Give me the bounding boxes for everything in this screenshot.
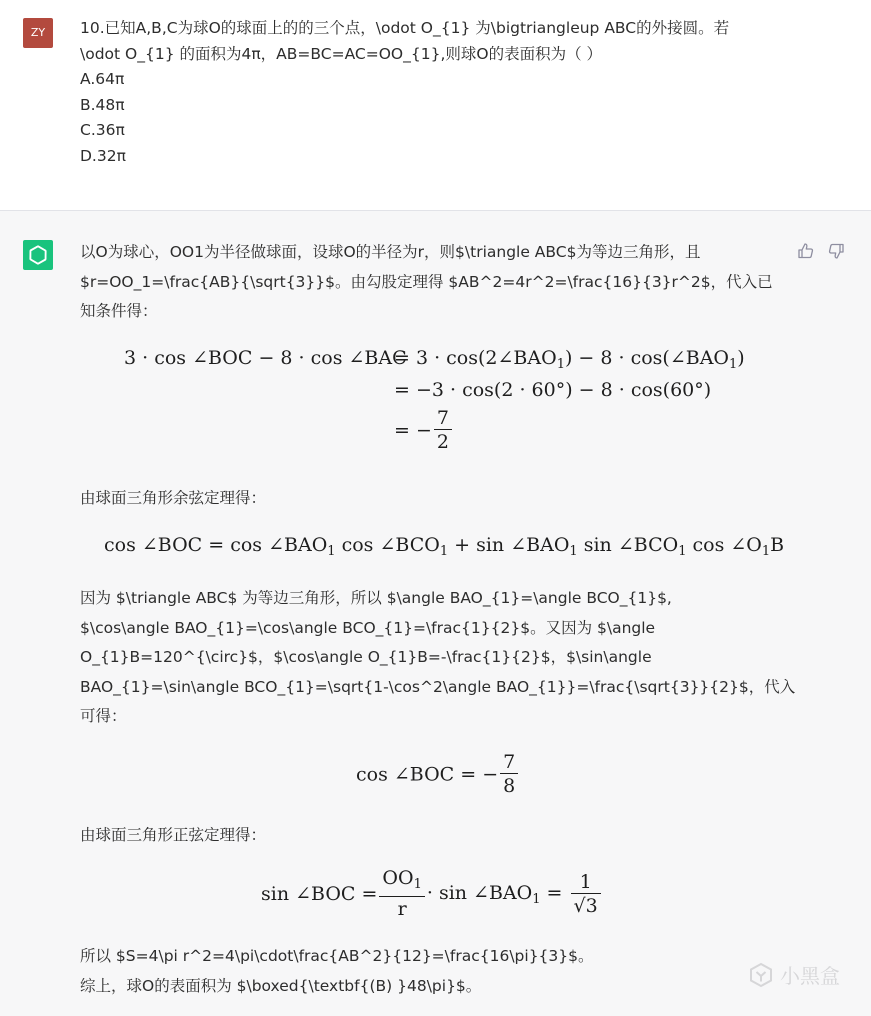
eq1-sub: 1 [556,357,565,372]
watermark [748,958,858,994]
answer-line: 综上，球O的表面积为 $\boxed{\textbf{(B) }48\pi}$。 [80,976,482,995]
answer-paragraph-4 [80,821,800,851]
eq1-sub: 1 [729,357,738,372]
equation-2 [104,534,784,559]
openai-logo-icon [23,240,53,270]
answer-paragraph-2 [80,484,800,514]
eq3-lhs: cos ∠BOC = − [356,763,499,786]
equation-4 [261,867,603,921]
fraction-denominator: √3 [573,894,598,917]
answer-paragraph-3 [80,584,800,732]
answer-line: $r=OO_1=\frac{AB}{\sqrt{3}}$。由勾股定理得 $AB^2=4r^2=\frac{16}{3}r^2$，代入已 [80,272,773,291]
eq1-line3-prefix: = − [394,419,432,442]
equation-3 [356,751,520,798]
eq4-sub: 1 [413,877,422,892]
fraction [571,871,601,918]
fraction-denominator: 8 [503,775,516,797]
heybox-logo-icon [748,962,774,988]
answer-paragraph-5 [80,942,800,1001]
answer-line: 所以 $S=4\pi r^2=4\pi\cdot\frac{AB^2}{12}=\frac{16\pi}{3}$。 [80,947,594,965]
answer-line: O_{1}B=120^{\circ}$，$\cos\angle O_{1}B=-\frac{1}{2}$，$\sin\angle [80,648,652,666]
eq2-part: cos ∠BCO [335,534,440,556]
eq4-mid-text: · sin ∠BAO [426,881,533,904]
equation-1-line-1 [124,347,407,369]
eq2-part: sin ∠BCO [577,534,679,556]
eq1-rhs-a: = 3 · cos(2∠BAO [394,347,557,369]
equation-1-line-3 [394,407,454,454]
equation-1-rhs-1 [394,347,745,372]
eq1-rhs-c: ) [737,347,745,369]
equation-1-line-2: = −3 · cos(2 · 60°) − 8 · cos(60°) [394,379,712,401]
eq2-part: cos ∠BOC = cos ∠BAO [104,534,328,556]
eq2-sub: 1 [569,544,578,559]
answer-line: 由球面三角形正弦定理得： [80,826,267,844]
eq4-equals: = [540,881,569,904]
answer-line: 知条件得： [80,302,158,320]
question-line: 10.已知A,B,C为球O的球面上的的三个点，\odot O_{1} 为\bigtriangleup ABC的外接圆。若 [80,19,730,37]
fraction [434,407,452,454]
watermark-text: 小黑盒 [780,964,840,988]
fraction [500,751,518,798]
option-d: D.32π [80,146,126,165]
option-c: C.36π [80,121,125,139]
assistant-avatar [23,240,53,270]
fraction-numerator: 7 [434,407,452,430]
answer-line: 因为 $\triangle ABC$ 为等边三角形，所以 $\angle BAO_{1}=\angle BCO_{1}$, [80,589,672,607]
eq2-sub: 1 [439,544,449,559]
eq1-lhs: 3 · cos ∠BOC − 8 · cos ∠BAC [124,347,407,369]
eq1-rhs-b: ) − 8 · cos(∠BAO [564,347,730,369]
answer-line: BAO_{1}=\sin\angle BCO_{1}=\sqrt{1-\cos^2\angle BAO_{1}}=\frac{\sqrt{3}}{2}$，代入 [80,677,796,696]
answer-line: 以O为球心，OO1为半径做球面，设球O的半径为r，则$\triangle ABC$为等边三角形，且 [80,243,701,261]
thumbs-down-icon[interactable] [826,241,846,261]
eq2-sub: 1 [761,544,771,559]
answer-line: $\cos\angle BAO_{1}=\cos\angle BCO_{1}=\frac{1}{2}$。又因为 $\angle [80,618,656,637]
eq4-lhs: sin ∠BOC = [261,883,378,905]
option-a: A.64π [80,70,125,88]
eq2-part: B [770,534,785,556]
fraction-numerator: 1 [571,871,601,894]
question-text [80,16,810,169]
answer-line: 由球面三角形余弦定理得： [80,489,267,507]
fraction [379,867,424,921]
eq4-num-text: OO [382,867,414,889]
answer-line: 可得： [80,707,127,725]
option-b: B.48π [80,95,125,114]
fraction-denominator: r [397,898,407,920]
user-avatar: ZY [23,18,53,48]
fraction-numerator: 7 [500,751,518,774]
eq4-sub: 1 [532,891,541,907]
eq2-sub: 1 [327,544,336,559]
eq2-part: cos ∠O [686,534,762,556]
answer-paragraph-1 [80,238,800,327]
eq4-mid [426,881,569,907]
fraction-denominator: 2 [436,431,449,453]
eq2-part: + sin ∠BAO [448,534,570,556]
fraction-numerator [379,867,424,897]
question-line: \odot O_{1} 的面积为4π，AB=BC=AC=OO_{1},则球O的表面积为（ ） [80,44,603,63]
eq2-sub: 1 [678,544,687,559]
